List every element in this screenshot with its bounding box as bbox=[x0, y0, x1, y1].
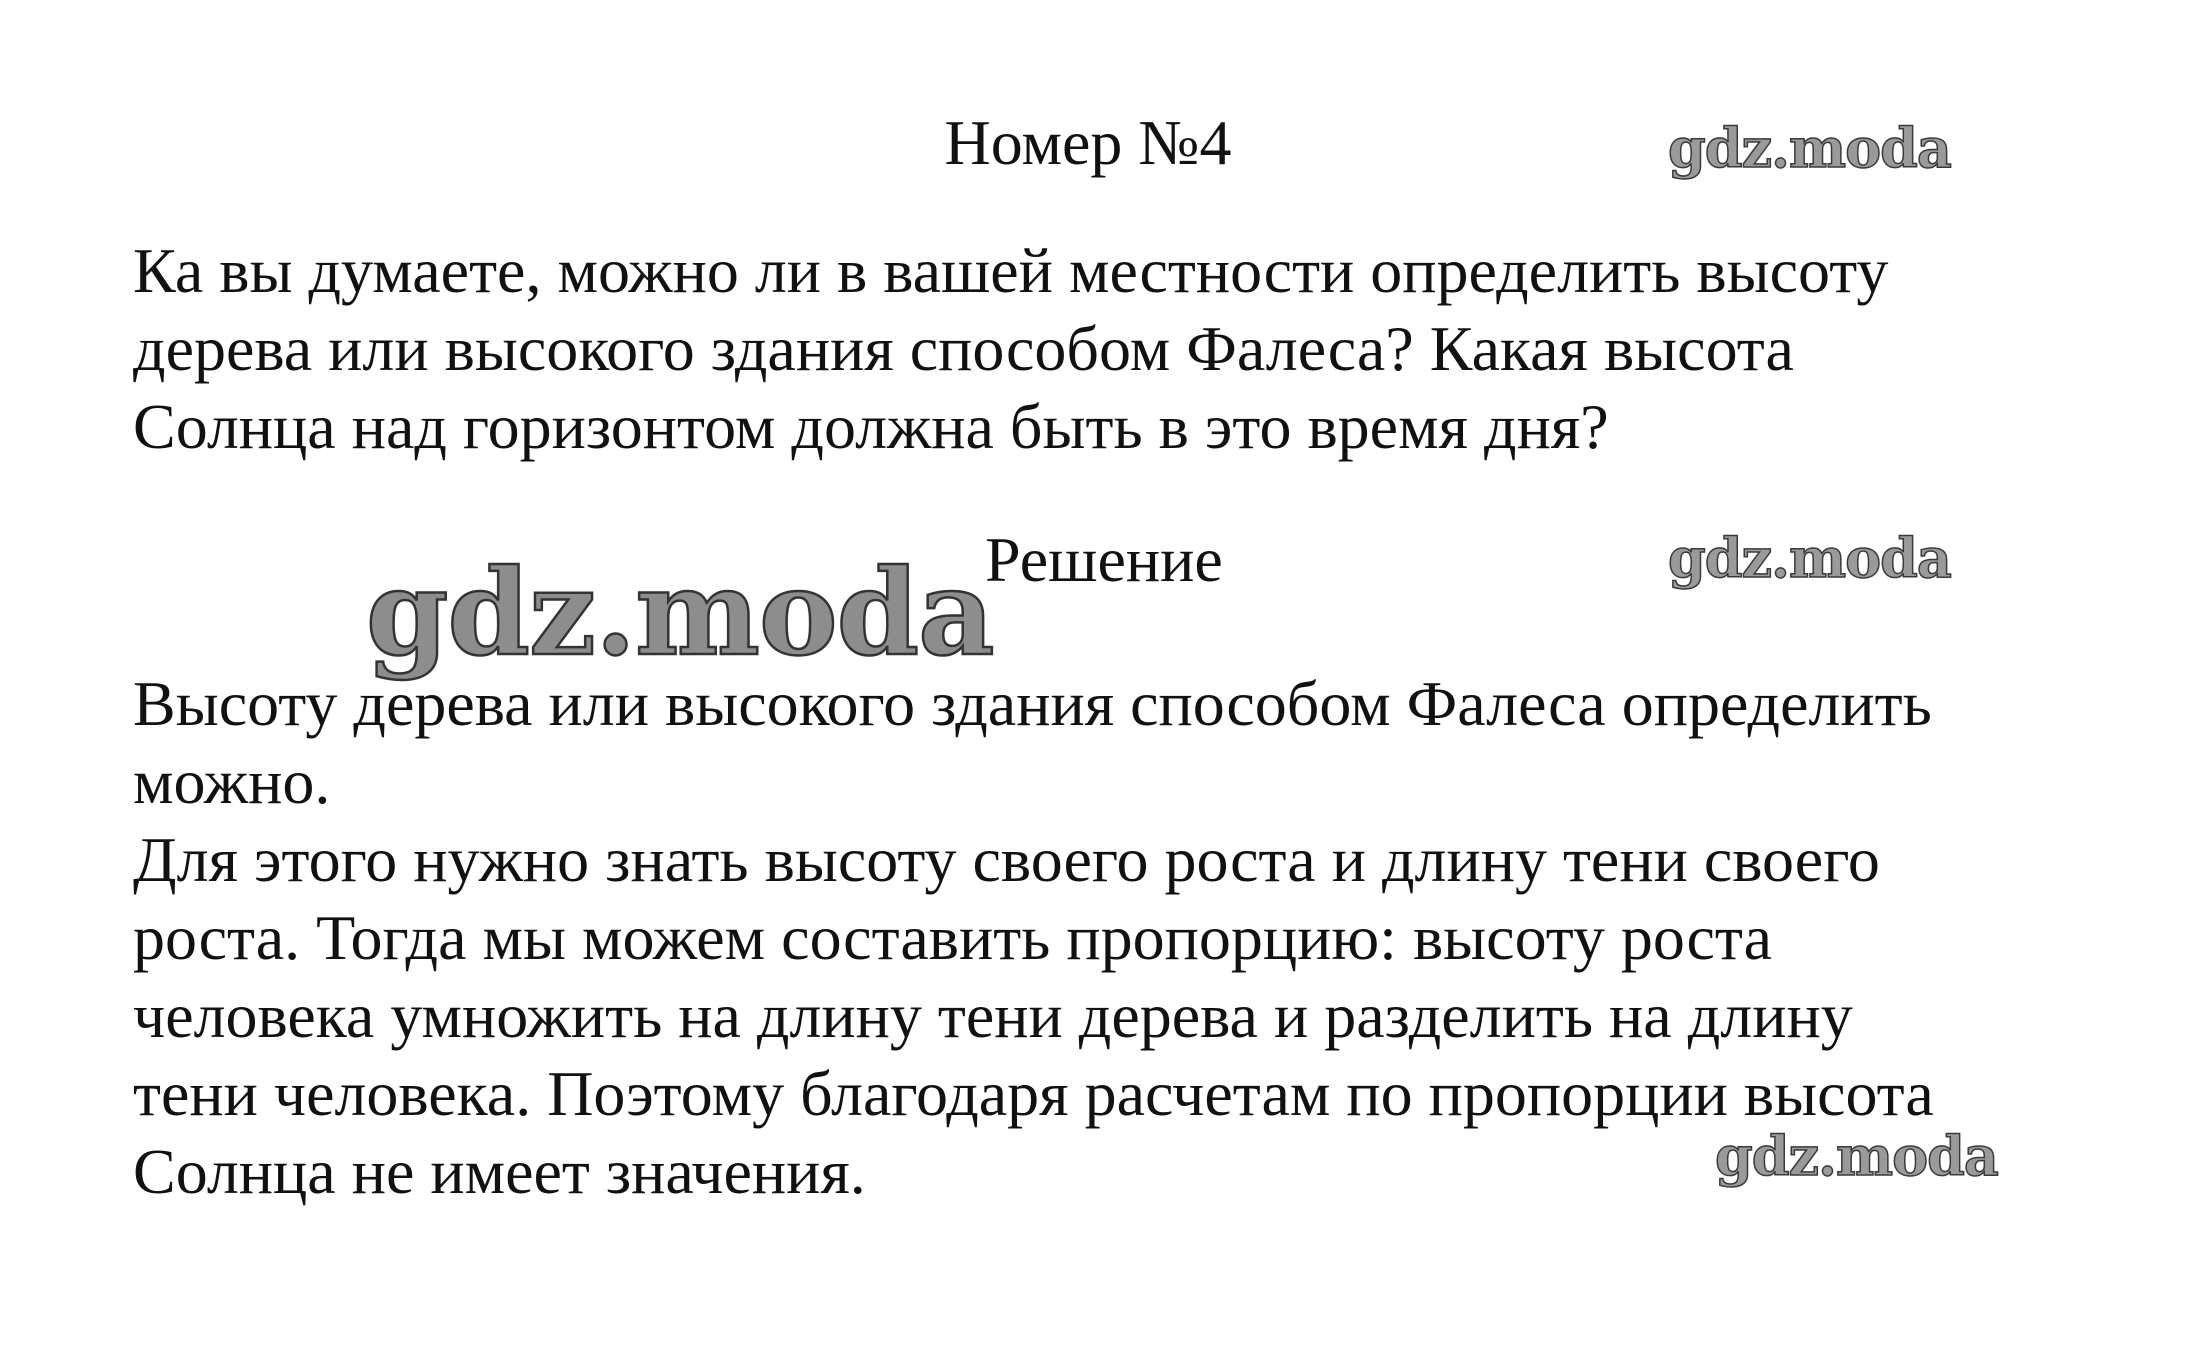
answer-line: тени человека. Поэтому благодаря расчетам по пропорции высота bbox=[133, 1058, 1934, 1129]
answer-line: Для этого нужно знать высоту своего роста и длину тени своего bbox=[133, 824, 1880, 895]
question-line: Солнца над горизонтом должна быть в это время дня? bbox=[133, 391, 1609, 462]
answer-line: Высоту дерева или высокого здания способом Фалеса определить bbox=[133, 668, 1932, 739]
answer-line: можно. bbox=[133, 746, 331, 817]
solution-heading: Решение bbox=[985, 524, 1223, 595]
watermark-bottom-right: gdz.moda bbox=[1715, 1124, 1998, 1188]
answer-line: роста. Тогда мы можем составить пропорцию: высоту роста bbox=[133, 902, 1772, 973]
watermark-large: gdz.moda bbox=[366, 543, 994, 682]
answer-line: Солнца не имеет значения. bbox=[133, 1136, 866, 1207]
question-line: дерева или высокого здания способом Фалеса? Какая высота bbox=[133, 313, 1794, 384]
answer-line: человека умножить на длину тени дерева и разделить на длину bbox=[133, 980, 1853, 1051]
watermark-top-right: gdz.moda bbox=[1668, 116, 1951, 180]
question-line: Ка вы думаете, можно ли в вашей местности определить высоту bbox=[133, 235, 1889, 306]
question-text bbox=[133, 232, 2133, 466]
watermark-middle-right: gdz.moda bbox=[1668, 526, 1951, 590]
page-title-text: Номер №4 bbox=[944, 107, 1232, 178]
